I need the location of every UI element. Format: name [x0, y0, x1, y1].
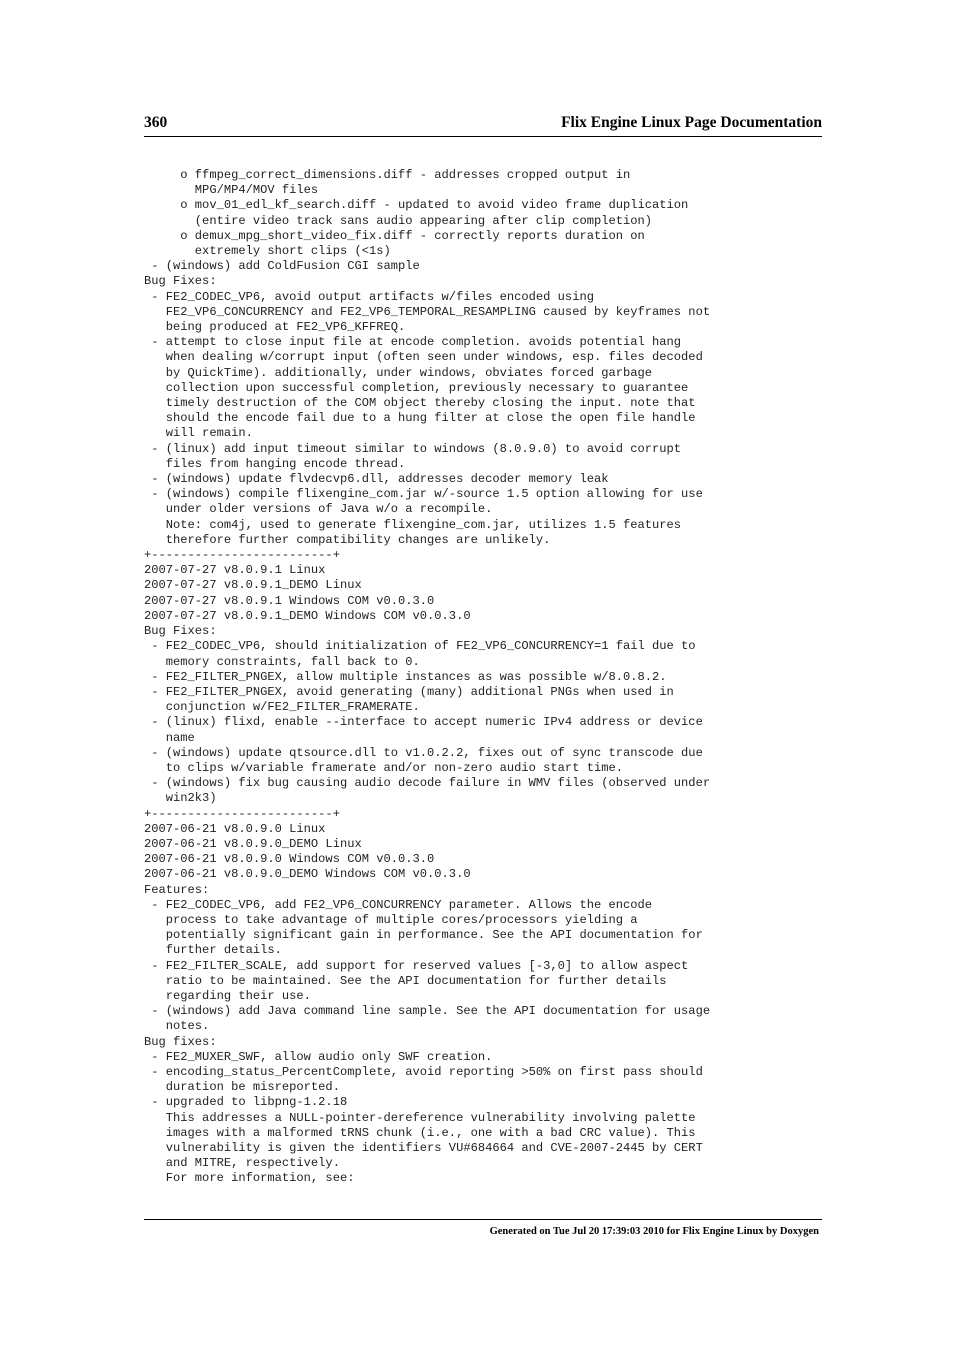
text-line: collection upon successful completion, previously necessary to guarantee	[144, 380, 689, 395]
text-line: - encoding_status_PercentComplete, avoid reporting >50% on first pass should	[144, 1064, 703, 1079]
text-line: (entire video track sans audio appearing after clip completion)	[144, 213, 653, 228]
text-line: - FE2_CODEC_VP6, should initialization of FE2_VP6_CONCURRENCY=1 fail due to	[144, 639, 696, 654]
text-line: extremely short clips (<1s)	[144, 244, 391, 259]
text-line: - FE2_FILTER_PNGEX, allow multiple instances as was possible w/8.0.8.2.	[144, 669, 667, 684]
text-line: notes.	[144, 1019, 210, 1034]
text-line: Features:	[144, 882, 210, 897]
text-line: 2007-07-27 v8.0.9.1 Windows COM v0.0.3.0	[144, 593, 435, 608]
text-line: under older versions of Java w/o a recompile.	[144, 502, 493, 517]
text-line: process to take advantage of multiple cores/processors yielding a	[144, 912, 638, 927]
text-line: For more information, see:	[144, 1171, 355, 1186]
text-line: being produced at FE2_VP6_KFFREQ.	[144, 320, 406, 335]
text-line: Bug Fixes:	[144, 274, 217, 289]
footer-text: Generated on Tue Jul 20 17:39:03 2010 for Flix Engine Linux by Doxygen	[489, 1226, 819, 1237]
text-line: - (windows) add ColdFusion CGI sample	[144, 259, 420, 274]
text-line: duration be misreported.	[144, 1080, 340, 1095]
text-line: Note: com4j, used to generate flixengine_com.jar, utilizes 1.5 features	[144, 517, 682, 532]
text-line: when dealing w/corrupt input (often seen under windows, esp. files decoded	[144, 350, 703, 365]
text-line: - attempt to close input file at encode completion. avoids potential hang	[144, 335, 682, 350]
text-line: images with a malformed tRNS chunk (i.e., one with a bad CRC value). This	[144, 1125, 696, 1140]
text-line: - (windows) add Java command line sample. See the API documentation for usage	[144, 1004, 711, 1019]
text-line: +-------------------------+	[144, 806, 340, 821]
text-line: name	[144, 730, 195, 745]
text-line: - (windows) fix bug causing audio decode failure in WMV files (observed under	[144, 776, 711, 791]
text-line: and MITRE, respectively.	[144, 1156, 340, 1171]
text-line: - FE2_FILTER_SCALE, add support for reserved values [-3,0] to allow aspect	[144, 958, 689, 973]
text-line: o mov_01_edl_kf_search.diff - updated to avoid video frame duplication	[144, 198, 689, 213]
text-line: therefore further compatibility changes are unlikely.	[144, 532, 551, 547]
text-line: should the encode fail due to a hung filter at close the open file handle	[144, 411, 696, 426]
text-line: - upgraded to libpng-1.2.18	[144, 1095, 348, 1110]
text-line: timely destruction of the COM object thereby closing the input. note that	[144, 396, 696, 411]
text-line: +-------------------------+	[144, 548, 340, 563]
text-line: This addresses a NULL-pointer-dereference vulnerability involving palette	[144, 1110, 696, 1125]
text-line: o demux_mpg_short_video_fix.diff - correctly reports duration on	[144, 228, 645, 243]
text-line: win2k3)	[144, 791, 217, 806]
text-line: Bug Fixes:	[144, 624, 217, 639]
text-line: potentially significant gain in performance. See the API documentation for	[144, 928, 703, 943]
text-line: 2007-06-21 v8.0.9.0_DEMO Linux	[144, 836, 362, 851]
text-line: 2007-06-21 v8.0.9.0_DEMO Windows COM v0.0.3.0	[144, 867, 471, 882]
text-line: - (windows) compile flixengine_com.jar w/-source 1.5 option allowing for use	[144, 487, 703, 502]
text-line: conjunction w/FE2_FILTER_FRAMERATE.	[144, 700, 420, 715]
text-line: - (windows) update flvdecvp6.dll, addresses decoder memory leak	[144, 472, 609, 487]
text-line: - FE2_FILTER_PNGEX, avoid generating (many) additional PNGs when used in	[144, 684, 674, 699]
text-line: 2007-06-21 v8.0.9.0 Windows COM v0.0.3.0	[144, 852, 435, 867]
text-line: Bug fixes:	[144, 1034, 217, 1049]
text-line: - FE2_MUXER_SWF, allow audio only SWF creation.	[144, 1049, 493, 1064]
text-line: files from hanging encode thread.	[144, 456, 406, 471]
page-title: Flix Engine Linux Page Documentation	[561, 114, 822, 131]
text-line: 2007-07-27 v8.0.9.1_DEMO Windows COM v0.0.3.0	[144, 608, 471, 623]
text-line: to clips w/variable framerate and/or non-zero audio start time.	[144, 760, 623, 775]
text-line: ratio to be maintained. See the API documentation for further details	[144, 973, 667, 988]
text-line: regarding their use.	[144, 988, 311, 1003]
text-line: memory constraints, fall back to 0.	[144, 654, 420, 669]
page-header	[144, 114, 822, 137]
text-line: vulnerability is given the identifiers VU#684664 and CVE-2007-2445 by CERT	[144, 1141, 703, 1155]
text-line: o ffmpeg_correct_dimensions.diff - addresses cropped output in	[144, 168, 631, 182]
page-footer	[144, 1219, 822, 1237]
text-line: - (linux) flixd, enable --interface to accept numeric IPv4 address or device	[144, 715, 703, 730]
text-line: further details.	[144, 943, 282, 958]
text-line: by QuickTime). additionally, under windows, obviates forced garbage	[144, 365, 653, 380]
changelog-text	[144, 168, 822, 1187]
page-number: 360	[144, 114, 168, 131]
text-line: will remain.	[144, 426, 253, 441]
text-line: - (windows) update qtsource.dll to v1.0.2.2, fixes out of sync transcode due	[144, 745, 703, 760]
text-line: 2007-07-27 v8.0.9.1 Linux	[144, 563, 326, 578]
text-line: - FE2_CODEC_VP6, avoid output artifacts w/files encoded using	[144, 289, 594, 304]
text-line: - (linux) add input timeout similar to windows (8.0.9.0) to avoid corrupt	[144, 441, 682, 456]
text-line: FE2_VP6_CONCURRENCY and FE2_VP6_TEMPORAL_RESAMPLING caused by keyframes not	[144, 304, 711, 319]
text-line: - FE2_CODEC_VP6, add FE2_VP6_CONCURRENCY parameter. Allows the encode	[144, 897, 653, 912]
text-line: 2007-07-27 v8.0.9.1_DEMO Linux	[144, 578, 362, 593]
text-line: MPG/MP4/MOV files	[144, 183, 319, 198]
text-line: 2007-06-21 v8.0.9.0 Linux	[144, 821, 326, 836]
